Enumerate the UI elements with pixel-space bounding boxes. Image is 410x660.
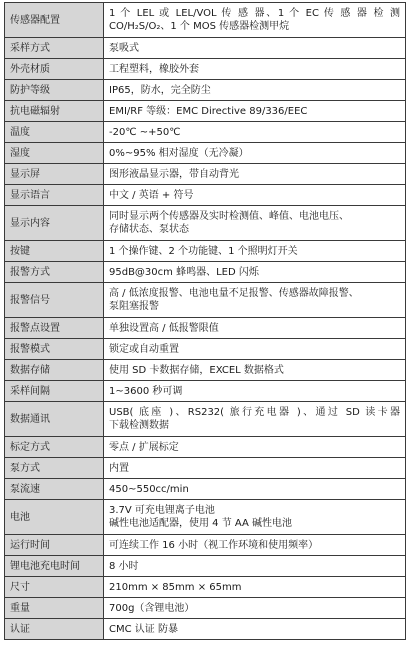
row-value bbox=[104, 143, 406, 164]
row-label: 显示内容 bbox=[5, 206, 104, 241]
row-label: 显示屏 bbox=[5, 164, 104, 185]
value-line: 高 / 低浓度报警、电池电量不足报警、传感器故障报警、 bbox=[109, 288, 359, 299]
spec-row bbox=[5, 3, 406, 38]
spec-row bbox=[5, 262, 406, 283]
value-line: 零点 / 扩展标定 bbox=[109, 441, 179, 453]
row-label: 认证 bbox=[5, 619, 104, 640]
value-line: 1~3600 秒可调 bbox=[109, 385, 183, 397]
row-value bbox=[104, 59, 406, 80]
value-line: 泵吸式 bbox=[109, 42, 139, 54]
value-line: 1 个 LEL 或 LEL/VOL 传 感 器、1 个 EC 传 感 器 检 测 bbox=[109, 8, 400, 19]
value-line: 450~550cc/min bbox=[109, 483, 189, 495]
value-line: 同时显示两个传感器及实时检测值、峰值、电池电压、 bbox=[109, 211, 349, 222]
value-line: IP65，防水，完全防尘 bbox=[109, 84, 211, 96]
row-value bbox=[104, 598, 406, 619]
row-label: 显示语言 bbox=[5, 185, 104, 206]
row-label: 运行时间 bbox=[5, 535, 104, 556]
row-label: 报警方式 bbox=[5, 262, 104, 283]
spec-row bbox=[5, 458, 406, 479]
spec-row bbox=[5, 556, 406, 577]
value-line: 0%~95% 相对湿度（无冷凝） bbox=[109, 147, 249, 159]
row-label: 重量 bbox=[5, 598, 104, 619]
row-label: 抗电磁辐射 bbox=[5, 101, 104, 122]
value-line: 单独设置高 / 低报警限值 bbox=[109, 322, 219, 334]
row-value bbox=[104, 38, 406, 59]
row-label: 数据存储 bbox=[5, 360, 104, 381]
row-label: 电池 bbox=[5, 500, 104, 535]
value-line: 泵阻塞报警 bbox=[109, 301, 159, 312]
spec-row bbox=[5, 339, 406, 360]
spec-sheet bbox=[4, 2, 406, 640]
value-line: 碱性电池适配器，使用 4 节 AA 碱性电池 bbox=[109, 518, 293, 529]
row-value bbox=[104, 556, 406, 577]
row-value bbox=[104, 164, 406, 185]
row-value bbox=[104, 479, 406, 500]
spec-row bbox=[5, 318, 406, 339]
spec-row bbox=[5, 437, 406, 458]
row-value bbox=[104, 206, 406, 241]
row-value bbox=[104, 101, 406, 122]
value-line: 工程塑料，橡胶外套 bbox=[109, 63, 199, 75]
spec-row bbox=[5, 143, 406, 164]
row-label: 传感器配置 bbox=[5, 3, 104, 38]
value-line: 内置 bbox=[109, 462, 129, 474]
row-label: 按键 bbox=[5, 241, 104, 262]
value-line: 锁定或自动重置 bbox=[109, 343, 179, 355]
value-line: 使用 SD 卡数据存储，EXCEL 数据格式 bbox=[109, 364, 284, 376]
row-label: 温度 bbox=[5, 122, 104, 143]
spec-row bbox=[5, 241, 406, 262]
value-line: CO/H₂S/O₂、1 个 MOS 传感器检测甲烷 bbox=[109, 21, 290, 32]
row-label: 标定方式 bbox=[5, 437, 104, 458]
row-label: 泵流速 bbox=[5, 479, 104, 500]
row-value bbox=[104, 122, 406, 143]
spec-row bbox=[5, 101, 406, 122]
row-label: 采样间隔 bbox=[5, 381, 104, 402]
row-label: 报警模式 bbox=[5, 339, 104, 360]
row-value bbox=[104, 360, 406, 381]
row-value bbox=[104, 402, 406, 437]
value-line: EMI/RF 等级：EMC Directive 89/336/EEC bbox=[109, 105, 308, 117]
row-label: 防护等级 bbox=[5, 80, 104, 101]
value-line: CMC 认证 防暴 bbox=[109, 623, 178, 635]
row-label: 报警点设置 bbox=[5, 318, 104, 339]
spec-row bbox=[5, 535, 406, 556]
row-value bbox=[104, 619, 406, 640]
row-value bbox=[104, 535, 406, 556]
value-line: 下载检测数据 bbox=[109, 420, 169, 431]
row-label: 外壳材质 bbox=[5, 59, 104, 80]
row-value bbox=[104, 500, 406, 535]
spec-row bbox=[5, 38, 406, 59]
value-line: 210mm × 85mm × 65mm bbox=[109, 581, 242, 593]
row-value bbox=[104, 437, 406, 458]
value-line: -20℃ ~+50℃ bbox=[109, 126, 181, 138]
row-label: 采样方式 bbox=[5, 38, 104, 59]
spec-row bbox=[5, 283, 406, 318]
row-label: 锂电池充电时间 bbox=[5, 556, 104, 577]
spec-row bbox=[5, 619, 406, 640]
row-label: 泵方式 bbox=[5, 458, 104, 479]
value-line: 可连续工作 16 小时（视工作环境和使用频率） bbox=[109, 539, 319, 551]
row-label: 湿度 bbox=[5, 143, 104, 164]
spec-row bbox=[5, 402, 406, 437]
row-value bbox=[104, 318, 406, 339]
row-value bbox=[104, 3, 406, 38]
value-line: 图形液晶显示器，带自动背光 bbox=[109, 168, 239, 180]
row-value bbox=[104, 339, 406, 360]
value-line: 3.7V 可充电锂离子电池 bbox=[109, 505, 215, 516]
spec-row bbox=[5, 598, 406, 619]
value-line: 95dB@30cm 蜂鸣器、LED 闪烁 bbox=[109, 266, 259, 278]
spec-row bbox=[5, 122, 406, 143]
row-value bbox=[104, 262, 406, 283]
spec-row bbox=[5, 59, 406, 80]
row-value bbox=[104, 80, 406, 101]
row-label: 尺寸 bbox=[5, 577, 104, 598]
row-value bbox=[104, 458, 406, 479]
value-line: 中文 / 英语 + 符号 bbox=[109, 189, 194, 201]
row-label: 数据通讯 bbox=[5, 402, 104, 437]
row-value bbox=[104, 381, 406, 402]
spec-row bbox=[5, 381, 406, 402]
row-value bbox=[104, 241, 406, 262]
row-value bbox=[104, 283, 406, 318]
spec-table bbox=[4, 2, 406, 640]
value-line: USB( 底座 )、RS232( 旅行充电器 )、通过 SD 读卡器 bbox=[109, 407, 400, 418]
row-value bbox=[104, 577, 406, 598]
value-line: 700g（含锂电池） bbox=[109, 602, 195, 614]
value-line: 1 个操作键、2 个功能键、1 个照明灯开关 bbox=[109, 245, 298, 257]
spec-row bbox=[5, 164, 406, 185]
spec-row bbox=[5, 185, 406, 206]
row-label: 报警信号 bbox=[5, 283, 104, 318]
spec-row bbox=[5, 206, 406, 241]
value-line: 8 小时 bbox=[109, 560, 139, 572]
spec-row bbox=[5, 360, 406, 381]
row-value bbox=[104, 185, 406, 206]
spec-row bbox=[5, 500, 406, 535]
spec-row bbox=[5, 479, 406, 500]
spec-row bbox=[5, 577, 406, 598]
value-line: 存储状态、泵状态 bbox=[109, 224, 189, 235]
spec-row bbox=[5, 80, 406, 101]
